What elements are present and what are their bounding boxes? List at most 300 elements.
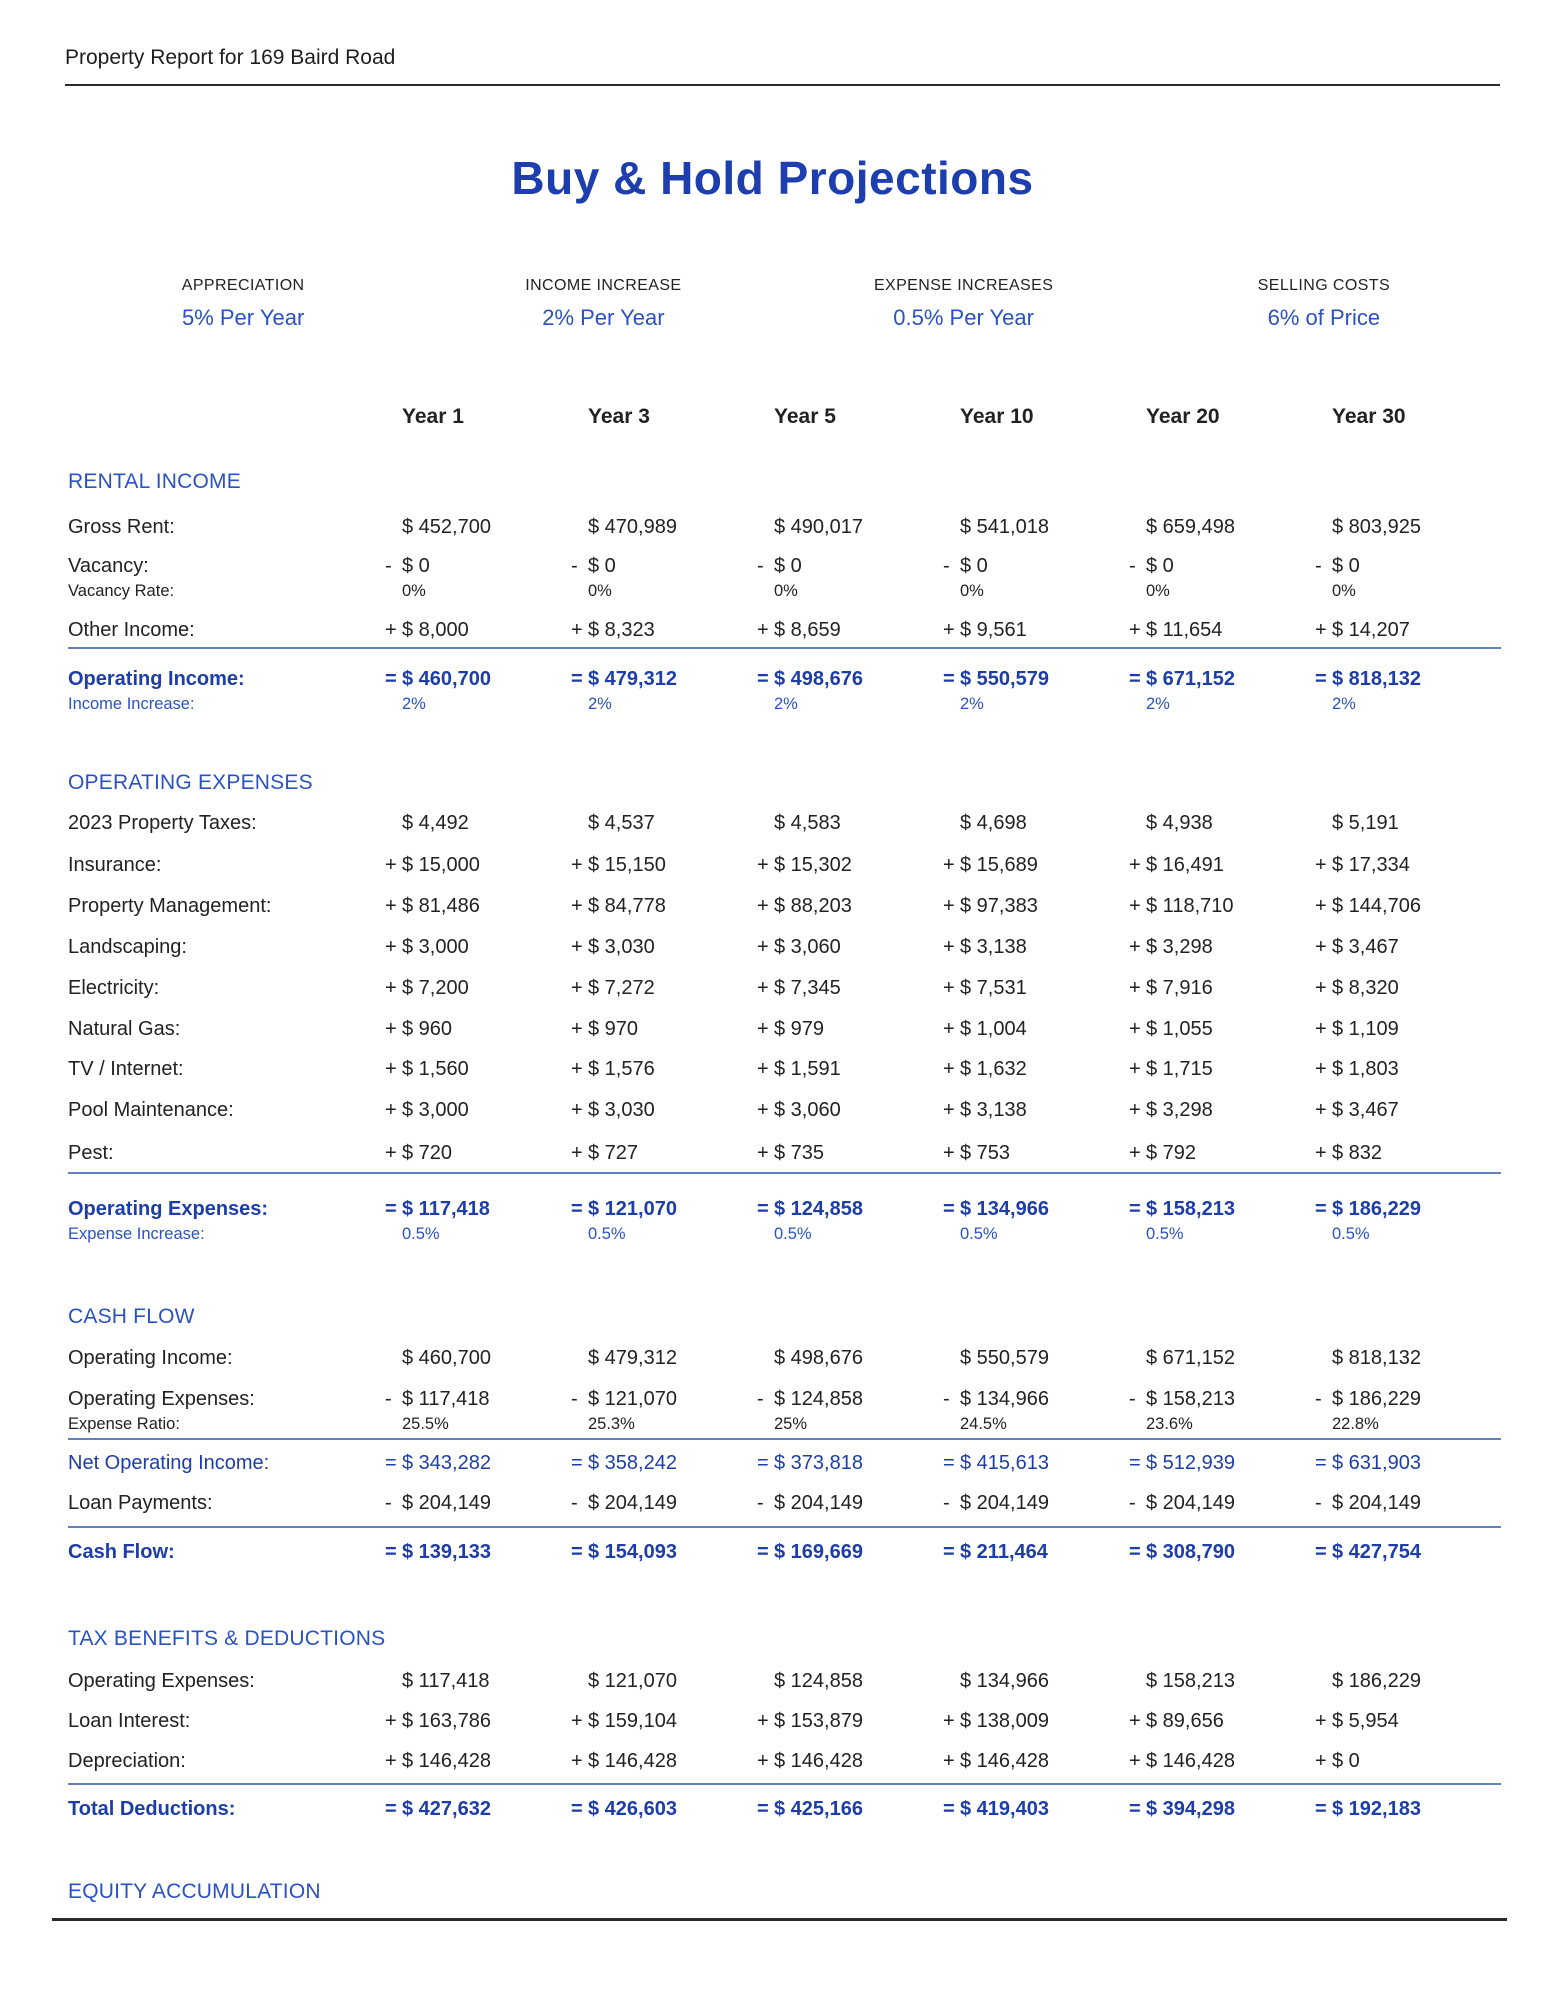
cell-value: $ 720	[402, 1142, 453, 1164]
sub-cell	[943, 580, 1129, 602]
cell	[943, 1708, 1129, 1734]
sub-cell	[571, 693, 757, 715]
cell	[757, 1016, 943, 1042]
cell-sign: +	[1315, 1058, 1327, 1080]
cell-value: $ 426,603	[588, 1798, 677, 1820]
assumption-label: SELLING COSTS	[1257, 277, 1391, 294]
sign-spacer	[943, 693, 960, 715]
cell	[571, 975, 757, 1001]
cell-sign: +	[1129, 1099, 1141, 1121]
cell-value: $ 134,966	[960, 1388, 1049, 1410]
cell	[1315, 666, 1501, 692]
cell-value: $ 970	[588, 1018, 639, 1040]
table-row-landscaping	[68, 934, 1501, 960]
cell-value: $ 490,017	[774, 516, 863, 538]
cell-value: $ 460,700	[402, 1347, 491, 1369]
cell-sign	[1129, 810, 1146, 836]
cell-value: $ 671,152	[1146, 1347, 1235, 1369]
cell-value: $ 15,302	[774, 854, 852, 876]
cell	[1129, 1708, 1315, 1734]
cell-value: $ 16,491	[1146, 854, 1224, 876]
cell-value: $ 671,152	[1146, 668, 1235, 690]
cell-value: $ 803,925	[1332, 516, 1421, 538]
cell-value: $ 158,213	[1146, 1388, 1235, 1410]
cell	[385, 1016, 571, 1042]
cell	[385, 617, 571, 643]
cell-sign	[385, 810, 402, 836]
sub-row-label: Expense Ratio:	[68, 1415, 180, 1433]
cell-value: $ 5,191	[1332, 812, 1399, 834]
cell	[1315, 553, 1501, 579]
year-header-spacer	[68, 404, 385, 430]
cell-value: $ 146,428	[960, 1750, 1049, 1772]
cell-sign: +	[1129, 854, 1141, 876]
cell-sign: +	[1129, 977, 1141, 999]
cell-value: $ 1,591	[774, 1058, 841, 1080]
cell-sign: =	[943, 668, 955, 690]
table-row-operating-income-total	[68, 666, 1501, 715]
cell-sign: -	[1315, 1388, 1322, 1410]
cell-sign	[571, 1668, 588, 1694]
cell	[385, 1097, 571, 1123]
cell-sign: +	[1129, 1750, 1141, 1772]
cell	[1129, 1748, 1315, 1774]
cell-sign: +	[385, 1018, 397, 1040]
year-label: Year 5	[774, 405, 836, 428]
cell-value: $ 4,583	[774, 812, 841, 834]
cell-sign: +	[757, 1710, 769, 1732]
year-header	[385, 404, 571, 430]
sub-cell-value: 0.5%	[1146, 1225, 1184, 1243]
cell-value: $ 1,109	[1332, 1018, 1399, 1040]
sign-spacer	[385, 580, 402, 602]
cell-sign: +	[943, 977, 955, 999]
cell	[757, 1748, 943, 1774]
cell-value: $ 512,939	[1146, 1452, 1235, 1474]
cell	[571, 1796, 757, 1822]
cell-value: $ 498,676	[774, 668, 863, 690]
cell	[1315, 514, 1501, 540]
cell-value: $ 3,000	[402, 1099, 469, 1121]
table-row-gross-rent	[68, 514, 1501, 540]
cell	[943, 1056, 1129, 1082]
cell	[943, 1796, 1129, 1822]
cell-value: $ 8,659	[774, 619, 841, 641]
row-label: Operating Expenses:	[68, 1670, 255, 1692]
year-header	[757, 404, 943, 430]
cell-value: $ 134,966	[960, 1198, 1049, 1220]
cell-sign	[943, 810, 960, 836]
sub-cell-value: 0.5%	[774, 1225, 812, 1243]
cell-value: $ 163,786	[402, 1710, 491, 1732]
cell-sign: -	[943, 1388, 950, 1410]
cell-sign: =	[943, 1452, 955, 1474]
sign-spacer	[757, 580, 774, 602]
cell	[385, 1056, 571, 1082]
cell	[571, 852, 757, 878]
cell-sign: +	[385, 619, 397, 641]
cell	[757, 514, 943, 540]
cell-sign: =	[757, 1198, 769, 1220]
assumption-label: INCOME INCREASE	[525, 277, 682, 294]
year-label: Year 1	[402, 405, 464, 428]
cell-sign	[385, 1345, 402, 1371]
year-header-row	[68, 404, 1501, 430]
cell-value: $ 498,676	[774, 1347, 863, 1369]
cell	[1315, 1056, 1501, 1082]
cell	[757, 1796, 943, 1822]
cell-value: $ 204,149	[588, 1492, 677, 1514]
sign-spacer	[385, 1223, 402, 1245]
cell-sign: =	[1129, 668, 1141, 690]
table-row-depreciation	[68, 1748, 1501, 1774]
cell-sign: +	[385, 1058, 397, 1080]
cell	[571, 617, 757, 643]
cell-value: $ 631,903	[1332, 1452, 1421, 1474]
cell-value: $ 159,104	[588, 1710, 677, 1732]
cell-value: $ 979	[774, 1018, 825, 1040]
cell-sign: -	[1315, 555, 1322, 577]
sign-spacer	[1129, 1223, 1146, 1245]
cell	[571, 1345, 757, 1371]
sign-spacer	[757, 1413, 774, 1435]
cell-value: $ 3,060	[774, 936, 841, 958]
cell-sign: -	[385, 1388, 392, 1410]
row-label: Operating Income:	[68, 1347, 233, 1369]
assumption-selling-costs	[1144, 277, 1504, 331]
sign-spacer	[1315, 404, 1332, 430]
row-label: Operating Expenses:	[68, 1388, 255, 1410]
row-label: Natural Gas:	[68, 1018, 181, 1040]
cell-sign: =	[757, 1452, 769, 1474]
cell-value: $ 158,213	[1146, 1198, 1235, 1220]
cell-value: $ 659,498	[1146, 516, 1235, 538]
sub-cell	[943, 1413, 1129, 1435]
cell	[757, 1097, 943, 1123]
sub-cell-value: 0%	[1146, 582, 1170, 600]
sign-spacer	[757, 404, 774, 430]
sub-cell	[385, 1413, 571, 1435]
cell-sign: =	[571, 668, 583, 690]
cell	[1129, 1140, 1315, 1166]
cell-sign: =	[1129, 1798, 1141, 1820]
cell-sign: +	[571, 1710, 583, 1732]
cell	[571, 810, 757, 836]
cell	[1129, 1450, 1315, 1476]
sign-spacer	[1129, 404, 1146, 430]
cell-value: $ 121,070	[588, 1388, 677, 1410]
sub-cell-value: 0%	[588, 582, 612, 600]
cell	[1129, 666, 1315, 692]
sign-spacer	[385, 1413, 402, 1435]
cell-sign: +	[1315, 895, 1327, 917]
cell	[385, 934, 571, 960]
cell-sign: +	[757, 1099, 769, 1121]
cell-sign: -	[571, 1492, 578, 1514]
cell-sign: -	[757, 1492, 764, 1514]
cell-sign	[1315, 1345, 1332, 1371]
cell-value: $ 479,312	[588, 668, 677, 690]
cell-sign: -	[571, 1388, 578, 1410]
cell-value: $ 541,018	[960, 516, 1049, 538]
sub-row-label: Income Increase:	[68, 695, 195, 713]
cell	[571, 1490, 757, 1516]
cell-sign	[1129, 1345, 1146, 1371]
cell-value: $ 427,632	[402, 1798, 491, 1820]
cell-value: $ 550,579	[960, 668, 1049, 690]
cell-value: $ 0	[1146, 555, 1174, 577]
cell	[757, 1196, 943, 1222]
cell-sign: +	[757, 854, 769, 876]
cell-sign: +	[385, 895, 397, 917]
cell	[1129, 514, 1315, 540]
sign-spacer	[571, 580, 588, 602]
section-heading-rental-income: RENTAL INCOME	[68, 470, 241, 493]
cell-value: $ 204,149	[402, 1492, 491, 1514]
section-heading-tax-benefits: TAX BENEFITS & DEDUCTIONS	[68, 1627, 386, 1650]
cell-sign: +	[385, 1099, 397, 1121]
row-label: Gross Rent:	[68, 516, 175, 538]
cell	[385, 975, 571, 1001]
cell-sign: =	[385, 1798, 397, 1820]
cell-sign: =	[1129, 1541, 1141, 1563]
cell-value: $ 308,790	[1146, 1541, 1235, 1563]
cell-sign: +	[1315, 1710, 1327, 1732]
cell	[943, 666, 1129, 692]
cell-value: $ 394,298	[1146, 1798, 1235, 1820]
cell-sign: +	[571, 1099, 583, 1121]
cell	[757, 852, 943, 878]
cell	[1315, 1748, 1501, 1774]
cell-sign: =	[943, 1798, 955, 1820]
cell	[1129, 810, 1315, 836]
cell-value: $ 419,403	[960, 1798, 1049, 1820]
table-row-tb-operating-expenses	[68, 1668, 1501, 1694]
cell	[1315, 1386, 1501, 1412]
cell-sign	[757, 810, 774, 836]
section-heading-cash-flow: CASH FLOW	[68, 1305, 195, 1328]
cell	[1315, 1796, 1501, 1822]
cell-value: $ 146,428	[1146, 1750, 1235, 1772]
cell-sign: +	[1129, 1058, 1141, 1080]
row-label: Insurance:	[68, 854, 162, 876]
cell-sign: +	[571, 854, 583, 876]
cell-sign: +	[1315, 854, 1327, 876]
cell-value: $ 121,070	[588, 1198, 677, 1220]
cell-value: $ 479,312	[588, 1347, 677, 1369]
cell-sign: +	[757, 1058, 769, 1080]
cell-value: $ 7,531	[960, 977, 1027, 999]
cell-sign: =	[571, 1198, 583, 1220]
cell-value: $ 4,537	[588, 812, 655, 834]
cell-value: $ 1,004	[960, 1018, 1027, 1040]
cell-sign: =	[385, 1541, 397, 1563]
sub-cell	[1129, 1413, 1315, 1435]
cell-value: $ 8,323	[588, 619, 655, 641]
cell-sign: +	[1129, 1018, 1141, 1040]
cell	[943, 810, 1129, 836]
sub-cell	[385, 580, 571, 602]
sign-spacer	[757, 693, 774, 715]
cell	[571, 1056, 757, 1082]
cell-sign: =	[571, 1452, 583, 1474]
cell	[943, 1490, 1129, 1516]
table-row-electricity	[68, 975, 1501, 1001]
cell-value: $ 470,989	[588, 516, 677, 538]
sub-cell-value: 2%	[1146, 695, 1170, 713]
cell	[943, 1140, 1129, 1166]
cell-sign: =	[757, 1798, 769, 1820]
sub-cell-value: 0.5%	[402, 1225, 440, 1243]
cell-sign: =	[385, 668, 397, 690]
header-rule	[65, 84, 1500, 86]
cell-value: $ 17,334	[1332, 854, 1410, 876]
cell	[1315, 934, 1501, 960]
table-row-loan-interest	[68, 1708, 1501, 1734]
cell	[757, 934, 943, 960]
cell	[1315, 1196, 1501, 1222]
sign-spacer	[1315, 1223, 1332, 1245]
cell-value: $ 1,632	[960, 1058, 1027, 1080]
cell-value: $ 4,698	[960, 812, 1027, 834]
sub-cell-value: 0.5%	[960, 1225, 998, 1243]
cell-value: $ 153,879	[774, 1710, 863, 1732]
cell-value: $ 0	[588, 555, 616, 577]
table-row-cf-operating-income	[68, 1345, 1501, 1371]
cell	[1129, 1016, 1315, 1042]
cell-value: $ 735	[774, 1142, 825, 1164]
cell-value: $ 415,613	[960, 1452, 1049, 1474]
sub-cell-value: 22.8%	[1332, 1415, 1379, 1433]
cell-value: $ 3,138	[960, 936, 1027, 958]
cell	[1129, 893, 1315, 919]
sub-cell	[757, 1223, 943, 1245]
cell-sign	[1129, 1668, 1146, 1694]
sub-cell-value: 0.5%	[1332, 1225, 1370, 1243]
assumption-income-increase	[423, 277, 783, 331]
cell-sign: +	[385, 854, 397, 876]
sub-cell	[943, 1223, 1129, 1245]
cell-sign	[757, 1345, 774, 1371]
cell-sign: +	[385, 1710, 397, 1732]
cell-sign: +	[943, 854, 955, 876]
cell-value: $ 4,938	[1146, 812, 1213, 834]
row-label: Electricity:	[68, 977, 160, 999]
cell	[1315, 1708, 1501, 1734]
cell	[385, 1450, 571, 1476]
cell-sign: =	[1315, 668, 1327, 690]
cell-value: $ 818,132	[1332, 668, 1421, 690]
cell-value: $ 118,710	[1146, 895, 1234, 917]
sub-cell	[571, 580, 757, 602]
cell	[943, 1386, 1129, 1412]
cell	[943, 1668, 1129, 1694]
cell-sign: +	[757, 619, 769, 641]
cell-sign: +	[571, 1750, 583, 1772]
year-header	[571, 404, 757, 430]
cell-sign: =	[1315, 1541, 1327, 1563]
cell-sign: -	[1129, 1388, 1136, 1410]
cell	[1129, 1345, 1315, 1371]
cell	[1315, 1140, 1501, 1166]
cell-sign	[943, 514, 960, 540]
cell-sign: =	[943, 1541, 955, 1563]
cell	[571, 1196, 757, 1222]
cell	[571, 514, 757, 540]
cell	[1129, 617, 1315, 643]
sign-spacer	[1129, 580, 1146, 602]
cell-value: $ 452,700	[402, 516, 491, 538]
cell	[757, 1140, 943, 1166]
sub-cell-value: 2%	[1332, 695, 1356, 713]
sub-cell-value: 2%	[960, 695, 984, 713]
sub-cell	[1129, 580, 1315, 602]
sub-cell-value: 0%	[960, 582, 984, 600]
sub-cell	[1315, 1413, 1501, 1435]
table-row-insurance	[68, 852, 1501, 878]
sub-row-label: Expense Increase:	[68, 1225, 205, 1243]
cell	[757, 617, 943, 643]
sub-cell	[1315, 580, 1501, 602]
cell	[1129, 1668, 1315, 1694]
cell-value: $ 88,203	[774, 895, 852, 917]
cell	[571, 1668, 757, 1694]
cell-sign: +	[1129, 936, 1141, 958]
cell-sign: -	[571, 555, 578, 577]
cell-value: $ 460,700	[402, 668, 491, 690]
cell-value: $ 8,000	[402, 619, 469, 641]
cell	[571, 893, 757, 919]
sub-cell	[943, 693, 1129, 715]
cell-sign: +	[1315, 1142, 1327, 1164]
sign-spacer	[1315, 580, 1332, 602]
cell-sign: +	[943, 895, 955, 917]
cell-sign: +	[571, 619, 583, 641]
cell	[571, 1539, 757, 1565]
cell-sign: +	[571, 936, 583, 958]
sign-spacer	[571, 1413, 588, 1435]
cell-sign	[1315, 810, 1332, 836]
cell-value: $ 3,030	[588, 936, 655, 958]
cell-value: $ 832	[1332, 1142, 1383, 1164]
cell-value: $ 8,320	[1332, 977, 1399, 999]
cell	[943, 1539, 1129, 1565]
cell-value: $ 343,282	[402, 1452, 491, 1474]
sub-row-label: Vacancy Rate:	[68, 582, 175, 600]
cell	[1315, 852, 1501, 878]
cell-value: $ 425,166	[774, 1798, 863, 1820]
cell-sign: +	[943, 1099, 955, 1121]
table-row-cash-flow-total	[68, 1539, 1501, 1565]
row-label: Depreciation:	[68, 1750, 186, 1772]
cell	[943, 975, 1129, 1001]
sub-cell-value: 25%	[774, 1415, 808, 1433]
sub-cell	[1315, 693, 1501, 715]
assumptions-row	[63, 277, 1504, 331]
cell-value: $ 1,560	[402, 1058, 469, 1080]
cell-sign: +	[757, 977, 769, 999]
cell-value: $ 146,428	[588, 1750, 677, 1772]
cell-value: $ 89,656	[1146, 1710, 1224, 1732]
cell-value: $ 146,428	[402, 1750, 491, 1772]
cell	[385, 553, 571, 579]
cell-value: $ 124,858	[774, 1388, 863, 1410]
cell-value: $ 3,030	[588, 1099, 655, 1121]
cell-sign: +	[1129, 895, 1141, 917]
sub-cell-value: 25.5%	[402, 1415, 449, 1433]
assumption-value: 2% Per Year	[542, 305, 665, 330]
cell	[1315, 975, 1501, 1001]
